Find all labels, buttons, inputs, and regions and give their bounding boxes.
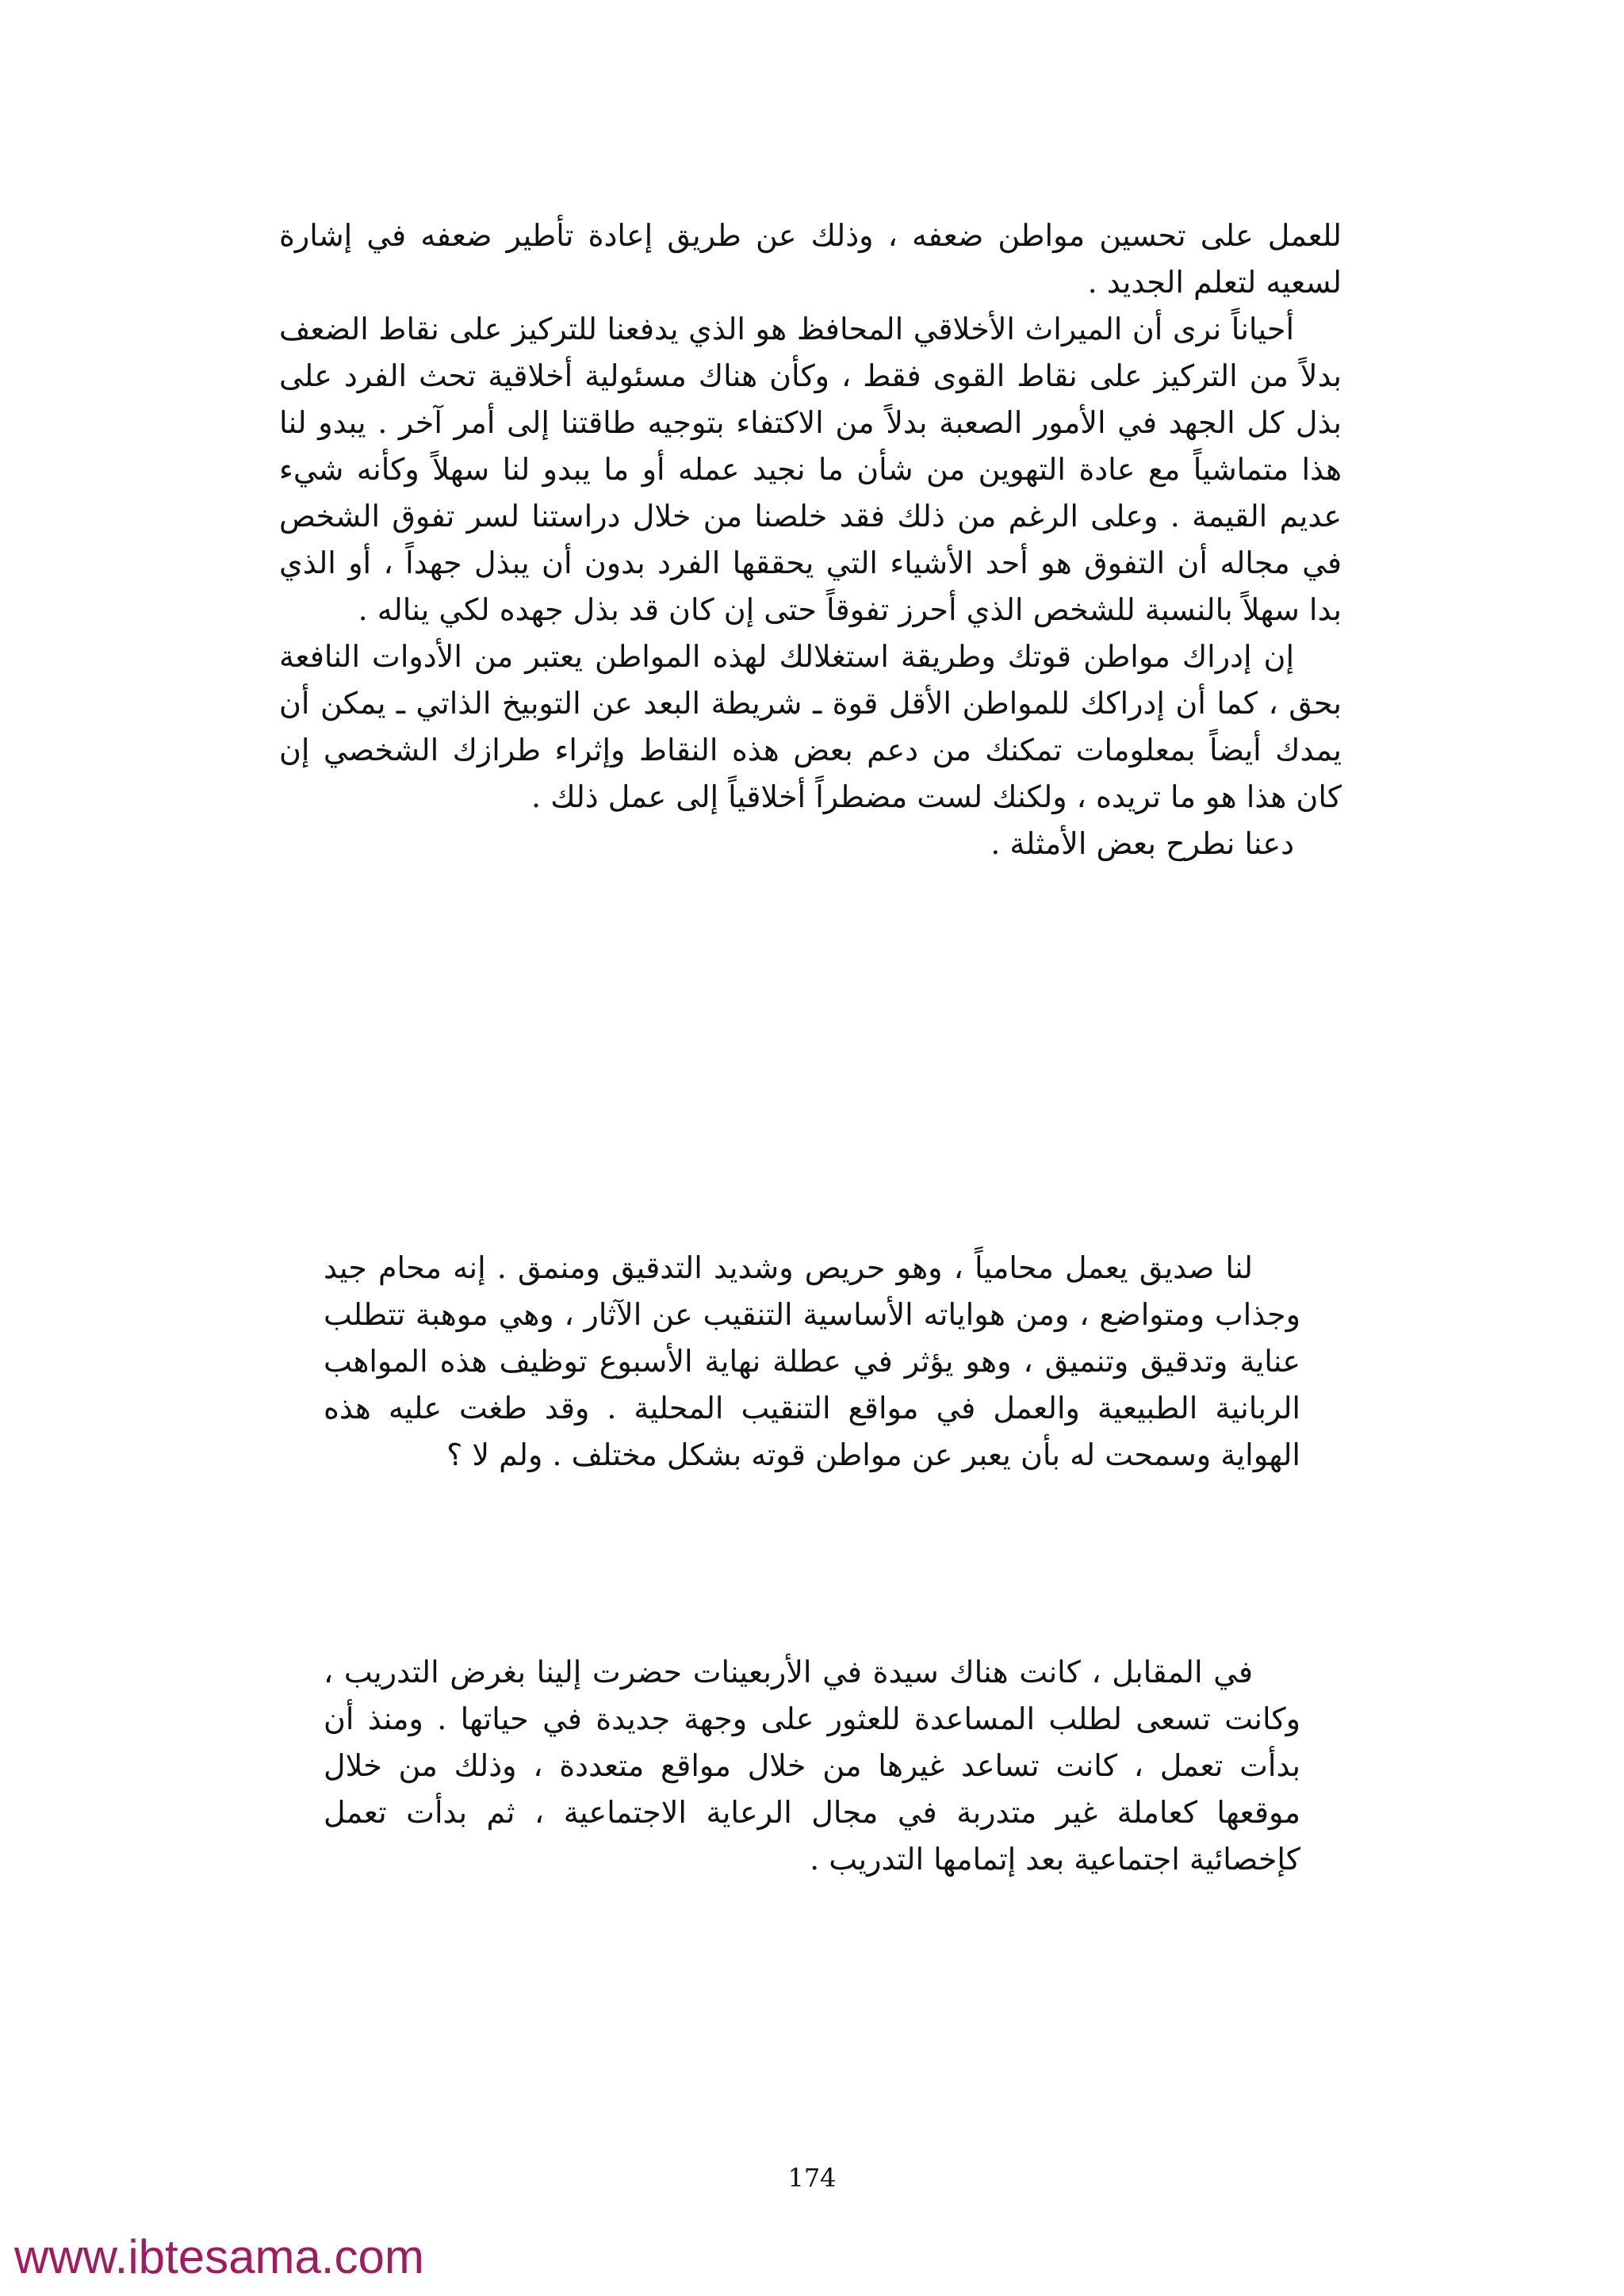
website-watermark: www.ibtesama.com bbox=[14, 2230, 424, 2283]
paragraph-examples-intro: دعنا نطرح بعض الأمثلة . bbox=[990, 826, 1294, 861]
paragraph-continuation: للعمل على تحسين مواطن ضعفه ، وذلك عن طريق إعادة تأطير ضعفه في إشارة لسعيه لتعلم الجديد . bbox=[279, 218, 1342, 300]
example-paragraph: لنا صديق يعمل محامياً ، وهو حريص وشديد التدقيق ومنمق . إنه محام جيد وجذاب ومتواضع ، ومن هواياته الأساسية التنقيب عن الآثار ، وهي موهبة تتطلب عناية وتدقيق وتنميق ، وهو يؤثر في عطلة نهاية الأسبوع توظيف هذه المواهب الربانية الطبيعية والعمل في مواقع التنقيب المحلية . وقد طغت عليه هذه الهواية وسمحت له بأن يعبر عن مواطن قوته بشكل مختلف . ولم لا ؟ bbox=[324, 1250, 1300, 1472]
example-woman-training bbox=[324, 1649, 1300, 1883]
page-number: 174 bbox=[787, 2163, 837, 2193]
paragraph-moral-heritage: أحياناً نرى أن الميراث الأخلاقي المحافظ هو الذي يدفعنا للتركيز على نقاط الضعف بدلاً من التركيز على نقاط القوى فقط ، وكأن هناك مسئولية أخلاقية تحث الفرد على بذل كل الجهد في الأمور الصعبة بدلاً من الاكتفاء بتوجيه طاقتنا إلى أمر آخر . يبدو لنا هذا متماشياً مع عادة التهوين من شأن ما نجيد عمله أو ما يبدو لنا سهلاً وكأنه شيء عديم القيمة . وعلى الرغم من ذلك فقد خلصنا من خلال دراستنا لسر تفوق الشخص في مجاله أن التفوق هو أحد الأشياء التي يحققها الفرد بدون أن يبذل جهداً ، أو الذي بدا سهلاً بالنسبة للشخص الذي أحرز تفوقاً حتى إن كان قد بذل جهده لكي يناله . bbox=[279, 312, 1342, 627]
paragraph-strengths-awareness: إن إدراك مواطن قوتك وطريقة استغلالك لهذه المواطن يعتبر من الأدوات النافعة بحق ، كما أن إدراكك للمواطن الأقل قوة ـ شريطة البعد عن التوبيخ الذاتي ـ يمكن أن يمدك أيضاً بمعلومات تمكنك من دعم بعض هذه النقاط وإثراء طرازك الشخصي إن كان هذا هو ما تريده ، ولكنك لست مضطراً أخلاقياً إلى عمل ذلك . bbox=[279, 639, 1342, 814]
example-paragraph: في المقابل ، كانت هناك سيدة في الأربعينات حضرت إلينا بغرض التدريب ، وكانت تسعى لطلب المساعدة للعثور على وجهة جديدة في حياتها . ومنذ أن بدأت تعمل ، كانت تساعد غيرها من خلال مواقع متعددة ، وذلك من خلال موقعها كعاملة غير متدربة في مجال الرعاية الاجتماعية ، ثم بدأت تعمل كإخصائية اجتماعية بعد إتمامها التدريب . bbox=[324, 1655, 1300, 1877]
example-lawyer bbox=[324, 1245, 1300, 1479]
main-body-text bbox=[279, 212, 1342, 867]
